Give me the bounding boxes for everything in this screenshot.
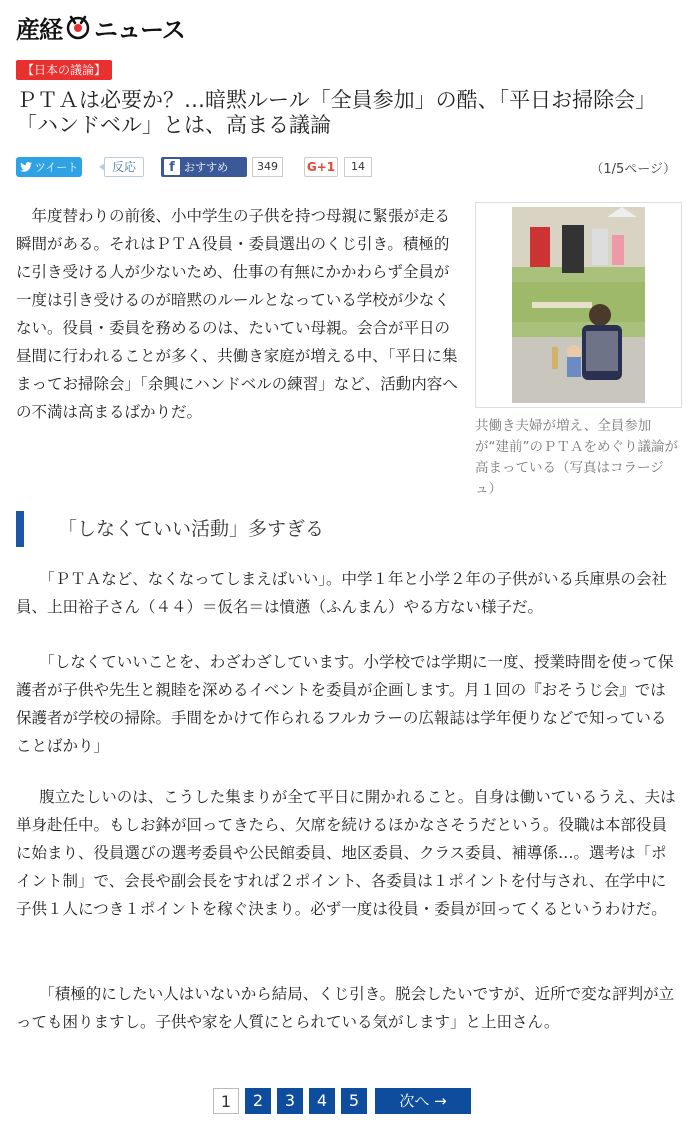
facebook-recommend-button[interactable] (161, 157, 247, 177)
facebook-label: おすすめ (184, 161, 229, 174)
page-indicator: （1/5ページ） (590, 162, 676, 177)
section-heading: 「しなくていい活動」多すぎる (16, 511, 676, 547)
site-logo[interactable] (16, 12, 185, 42)
pagination (213, 1088, 471, 1114)
page-1-current: 1 (213, 1088, 239, 1114)
google-plus-button[interactable]: G+1 (304, 157, 338, 177)
logo-right-text: ニュース (94, 15, 185, 44)
page-5-link[interactable]: 5 (341, 1088, 367, 1114)
body-paragraph-4: 「積極的にしたい人はいないから結局、くじ引き。脱会したいですが、近所で変な評判が立っても困りますし。子供や家を人質にとられている気がします」と上田さん。 (16, 985, 675, 1031)
share-bar (16, 157, 676, 177)
tweet-reaction-link[interactable]: 反応 (104, 157, 144, 177)
article-photo-frame[interactable] (475, 202, 682, 408)
article-photo (512, 207, 645, 403)
category-badge[interactable]: 【日本の議論】 (16, 60, 112, 80)
lead-paragraph: 年度替わりの前後、小中学生の子供を持つ母親に緊張が走る瞬間がある。それはＰＴＡ役員・委員選出のくじ引き。積極的に引き受ける人が少ないため、仕事の有無にかかわらず全員が一度は引き受けるのが暗黙のルールとなっている学校が少なくない。役員・委員を務めるのは、たいてい母親。会合が平日の昼間に行われることが多く、共働き家庭が増える中、「平日に集まってお掃除会」「余興にハンドベルの練習」など、活動内容への不満は高まるばかりだ。 (16, 207, 458, 421)
tweet-button[interactable] (16, 157, 82, 177)
body-paragraph-3: 腹立たしいのは、こうした集まりが全て平日に開かれること。自身は働いているうえ、夫は単身赴任中。もしお鉢が回ってきたら、欠席を続けるほかなさそうだという。役職は本部役員に始まり、役員選びの選考委員や公民館委員、地区委員、クラス委員、補導係…。選考は「ポイント制」で、会長や副会長をすれば２ポイント、各委員は１ポイントを付与され、在学中に子供１人につき１ポイントを稼ぐ決まり。必ず一度は役員・委員が回ってくるというわけだ。 (16, 788, 676, 918)
facebook-icon: f (164, 159, 180, 175)
next-page-button[interactable]: 次へ → (375, 1088, 471, 1114)
page-3-link[interactable]: 3 (277, 1088, 303, 1114)
logo-left-text: 産経 (16, 15, 62, 44)
logo-mark-icon (65, 14, 91, 40)
twitter-bird-icon (20, 162, 32, 172)
page-2-link[interactable]: 2 (245, 1088, 271, 1114)
article-headline: ＰＴＡは必要か？…暗黙ルール「全員参加」の酷、「平日お掃除会」「ハンドベル」とは、高まる議論 (16, 88, 657, 137)
tweet-label: ツイート (34, 161, 79, 174)
body-paragraph-1: 「ＰＴＡなど、なくなってしまえばいい」。中学１年と小学２年の子供がいる兵庫県の会社員、上田裕子さん（４４）＝仮名＝は憤懣（ふんまん）やる方ない様子だ。 (16, 570, 668, 616)
page-4-link[interactable]: 4 (309, 1088, 335, 1114)
facebook-count: 349 (252, 157, 283, 177)
body-paragraph-2: 「しなくていいことを、わざわざしています。小学校では学期に一度、授業時間を使って保護者が子供や先生と親睦を深めるイベントを委員が企画します。月１回の『おそうじ会』では保護者が学校の掃除。手間をかけて作られるフルカラーの広報誌は学年便りなどで知っていることばかり」 (16, 653, 674, 755)
photo-caption: 共働き夫婦が増え、全員参加が“建前”のＰＴＡをめぐり議論が高まっている（写真はコラージュ） (475, 418, 678, 497)
google-plus-count: 14 (344, 157, 372, 177)
